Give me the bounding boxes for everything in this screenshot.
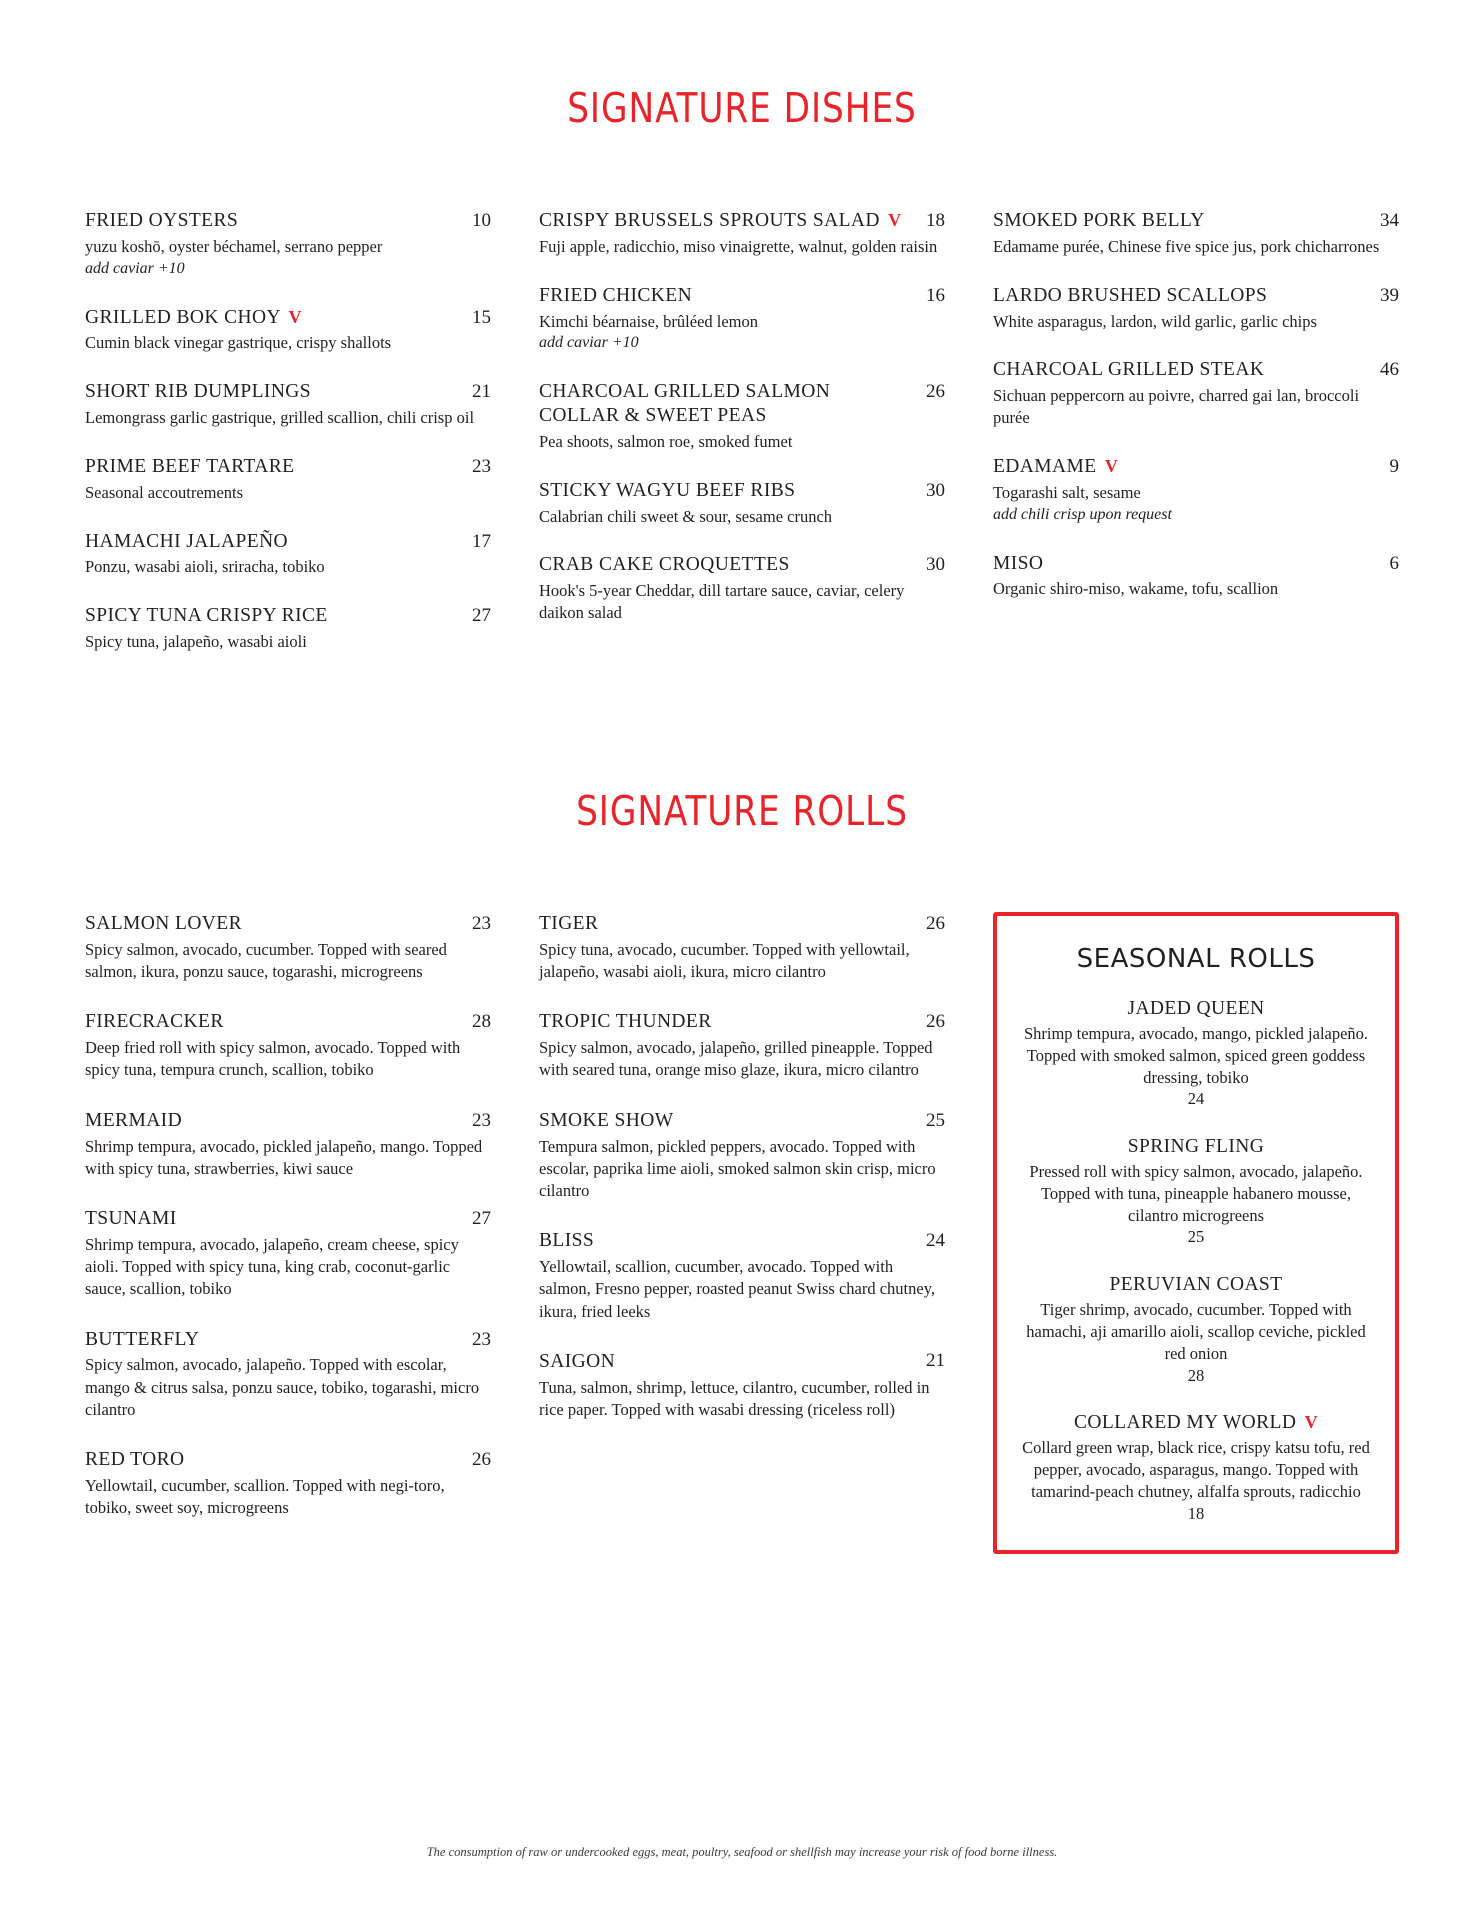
menu-item-name: SAIGON <box>539 1350 616 1372</box>
menu-item <box>993 455 1399 526</box>
menu-item <box>539 1229 945 1323</box>
seasonal-roll-price: 18 <box>1187 1503 1205 1523</box>
menu-item-price: 28 <box>472 1011 491 1033</box>
menu-column <box>539 912 945 1554</box>
seasonal-roll-description: Tiger shrimp, avocado, cucumber. Topped with hamachi, aji amarillo aioli, scallop ceviche, pickled red onion <box>1026 1300 1366 1363</box>
menu-item-description: Togarashi salt, sesame <box>993 482 1141 502</box>
menu-item <box>539 553 945 624</box>
menu-column <box>85 912 491 1554</box>
menu-item <box>539 1109 945 1203</box>
menu-item-note: add caviar +10 <box>85 259 185 277</box>
menu-item-price: 27 <box>472 1208 491 1230</box>
menu-item-name: PRIME BEEF TARTARE <box>85 455 295 477</box>
menu-item-price: 46 <box>1380 359 1399 381</box>
menu-item-name: FRIED CHICKEN <box>539 284 693 306</box>
menu-item-description: Shrimp tempura, avocado, pickled jalapeño, mango. Topped with spicy tuna, strawberries, kiwi sauce <box>85 1136 483 1178</box>
menu-item-description: Calabrian chili sweet & sour, sesame crunch <box>539 506 833 526</box>
seasonal-roll-price: 28 <box>1187 1365 1205 1385</box>
menu-item-name: GRILLED BOK CHOY V <box>85 306 302 328</box>
seasonal-rolls-title: SEASONAL ROLLS <box>1076 944 1316 975</box>
menu-item-name: MISO <box>993 552 1044 574</box>
menu-item-head <box>539 1109 945 1133</box>
seasonal-roll-price: 25 <box>1187 1227 1205 1247</box>
menu-item <box>993 209 1399 258</box>
menu-item-price: 26 <box>472 1449 491 1471</box>
menu-item-name: SMOKED PORK BELLY <box>993 210 1205 231</box>
menu-item-price: 23 <box>472 913 491 935</box>
menu-item-head <box>539 284 945 308</box>
section-title-signature-rolls: SIGNATURE ROLLS <box>576 787 908 836</box>
menu-item-description: Tempura salmon, pickled peppers, avocado. Topped with escolar, paprika lime aioli, smoked salmon skin crisp, micro cilantro <box>539 1136 936 1201</box>
menu-item <box>85 455 491 504</box>
menu-item-description: White asparagus, lardon, wild garlic, garlic chips <box>993 311 1317 331</box>
menu-item-price: 34 <box>1380 210 1399 231</box>
menu-item <box>85 530 491 579</box>
menu-item <box>539 912 945 983</box>
menu-item-head <box>85 1109 491 1133</box>
menu-item-price: 24 <box>926 1230 945 1252</box>
menu-item-description: Spicy tuna, avocado, cucumber. Topped with yellowtail, jalapeño, wasabi aioli, ikura, micro cilantro <box>539 939 910 982</box>
menu-item-description: Lemongrass garlic gastrique, grilled scallion, chili crisp oil <box>85 408 475 428</box>
menu-item-price: 6 <box>1389 552 1399 574</box>
menu-item-description: Hook's 5-year Cheddar, dill tartare sauce, caviar, celery daikon salad <box>539 581 905 623</box>
menu-item-price: 21 <box>926 1349 945 1371</box>
menu-item-description: yuzu koshō, oyster béchamel, serrano pepper <box>85 236 383 256</box>
menu-item-description: Shrimp tempura, avocado, jalapeño, cream cheese, spicy aioli. Topped with spicy tuna, king crab, coconut-garlic sauce, scallion, tobiko <box>85 1234 459 1299</box>
menu-item-description: Deep fried roll with spicy salmon, avocado. Topped with spicy tuna, tempura crunch, scallion, tobiko <box>85 1038 461 1080</box>
menu-item-head <box>539 380 945 428</box>
menu-item-price: 26 <box>926 381 945 403</box>
menu-item-name: SPICY TUNA CRISPY RICE <box>85 605 328 627</box>
menu-item-price: 21 <box>472 381 491 403</box>
menu-item-head <box>539 912 945 936</box>
menu-item <box>539 380 945 453</box>
menu-item-name: TSUNAMI <box>85 1208 177 1230</box>
seasonal-roll-item <box>1017 998 1375 1110</box>
menu-item-description: Kimchi béarnaise, brûléed lemon <box>539 311 759 331</box>
menu-item-head <box>85 209 491 233</box>
menu-item-name: LARDO BRUSHED SCALLOPS <box>993 284 1268 306</box>
menu-item-description: Cumin black vinegar gastrique, crispy shallots <box>85 333 392 353</box>
menu-item <box>539 479 945 528</box>
menu-item-head <box>993 455 1399 479</box>
menu-item-description: Spicy tuna, jalapeño, wasabi aioli <box>85 632 307 652</box>
menu-item-head <box>85 1010 491 1034</box>
menu-item-description: Spicy salmon, avocado, jalapeño, grilled pineapple. Topped with seared tuna, orange miso glaze, ikura, micro cilantro <box>539 1038 933 1080</box>
seasonal-roll-description: Pressed roll with spicy salmon, avocado, jalapeño. Topped with tuna, pineapple habanero mousse, cilantro microgreens <box>1029 1162 1363 1225</box>
menu-item-price: 17 <box>472 530 491 552</box>
menu-item-head <box>85 306 491 330</box>
menu-item-price: 39 <box>1380 284 1399 306</box>
menu-item-head <box>539 1350 945 1374</box>
menu-item-head <box>85 1207 491 1231</box>
menu-item <box>85 912 491 983</box>
menu-item-name: SALMON LOVER <box>85 913 243 935</box>
menu-item-price: 30 <box>926 554 945 576</box>
menu-item-description: Fuji apple, radicchio, miso vinaigrette, walnut, golden raisin <box>539 236 938 256</box>
menu-item-head <box>539 479 945 503</box>
menu-item <box>539 1350 945 1421</box>
seasonal-roll-name: PERUVIAN COAST <box>1109 1274 1283 1296</box>
seasonal-roll-name: JADED QUEEN <box>1127 998 1265 1020</box>
menu-item-description: Yellowtail, scallion, cucumber, avocado. Topped with salmon, Fresno pepper, roasted peanut Swiss chard chutney, ikura, fried leeks <box>539 1257 936 1321</box>
section-title-signature-dishes: SIGNATURE DISHES <box>567 84 917 132</box>
menu-item-head <box>85 530 491 554</box>
menu-item-head <box>85 912 491 936</box>
menu-item <box>85 306 491 355</box>
menu-item-head <box>993 358 1399 382</box>
menu-item-price: 15 <box>472 306 491 328</box>
menu-item-price: 10 <box>472 210 491 231</box>
menu-item <box>85 209 491 280</box>
menu-item-head <box>539 1229 945 1253</box>
menu-item-name: CRAB CAKE CROQUETTES <box>539 554 790 576</box>
menu-item-head <box>993 209 1399 233</box>
menu-item-price: 23 <box>472 455 491 477</box>
menu-item-price: 18 <box>926 210 945 231</box>
menu-item <box>539 284 945 355</box>
menu-item-head <box>539 553 945 577</box>
menu-item-head <box>993 284 1399 308</box>
menu-item-name: BUTTERFLY <box>85 1328 200 1350</box>
seasonal-rolls-box <box>993 912 1399 1554</box>
menu-item-price: 26 <box>926 1011 945 1033</box>
menu-item <box>85 1010 491 1081</box>
menu-item-head <box>85 455 491 479</box>
menu-item-description: Sichuan peppercorn au poivre, charred gai lan, broccoli purée <box>993 386 1360 428</box>
menu-item-description: Edamame purée, Chinese five spice jus, pork chicharrones <box>993 236 1380 256</box>
menu-item-name: CHARCOAL GRILLED STEAK <box>993 359 1265 381</box>
seasonal-roll-description: Collard green wrap, black rice, crispy katsu tofu, red pepper, avocado, asparagus, mango. Topped with tamarind-peach chutney, alfalfa sprouts, radicchio <box>1022 1438 1370 1501</box>
seasonal-column <box>993 912 1399 1554</box>
vegetarian-icon: V <box>1304 1412 1319 1433</box>
seasonal-roll-item <box>1017 1136 1375 1248</box>
menu-item-price: 23 <box>472 1109 491 1131</box>
seasonal-roll-name: SPRING FLING <box>1127 1136 1265 1158</box>
menu-item-head <box>85 1448 491 1472</box>
menu-item-description: Seasonal accoutrements <box>85 482 244 502</box>
menu-item-name: EDAMAME V <box>993 456 1119 478</box>
menu-item-head <box>85 1328 491 1352</box>
seasonal-roll-name: COLLARED MY WORLD V <box>1073 1412 1319 1434</box>
menu-item <box>85 380 491 429</box>
vegetarian-icon: V <box>888 210 902 230</box>
vegetarian-icon: V <box>288 306 302 327</box>
menu-item <box>993 284 1399 333</box>
seasonal-roll-item <box>1017 1412 1375 1524</box>
menu-item-note: add chili crisp upon request <box>993 505 1172 523</box>
menu-item-name: SMOKE SHOW <box>539 1109 674 1131</box>
menu-item-description: Spicy salmon, avocado, jalapeño. Topped with escolar, mango & citrus salsa, ponzu sauce, tobiko, togarashi, micro cilantro <box>85 1355 480 1419</box>
menu-column <box>539 209 945 679</box>
menu-column <box>993 209 1399 679</box>
menu-item-name: CRISPY BRUSSELS SPROUTS SALAD V <box>539 210 902 231</box>
menu-item-name: MERMAID <box>85 1109 183 1131</box>
menu-item-description: Organic shiro-miso, wakame, tofu, scallion <box>993 579 1279 599</box>
menu-item-name: TROPIC THUNDER <box>539 1011 712 1033</box>
menu-item <box>539 1010 945 1081</box>
menu-item-description: Tuna, salmon, shrimp, lettuce, cilantro, cucumber, rolled in rice paper. Topped with wasabi dressing (riceless roll) <box>539 1377 930 1419</box>
vegetarian-icon: V <box>1104 456 1119 477</box>
menu-item <box>85 1448 491 1519</box>
menu-item <box>539 209 945 258</box>
menu-item <box>85 604 491 653</box>
menu-item-price: 25 <box>926 1109 945 1131</box>
menu-item <box>85 1207 491 1301</box>
menu-item-head <box>539 1010 945 1034</box>
menu-item-head <box>993 552 1399 576</box>
menu-item-description: Pea shoots, salmon roe, smoked fumet <box>539 431 793 451</box>
menu-item-price: 30 <box>926 479 945 501</box>
menu-item-head <box>85 380 491 404</box>
seasonal-roll-price: 24 <box>1187 1089 1205 1109</box>
menu-item-name: FRIED OYSTERS <box>85 210 239 231</box>
seasonal-roll-description: Shrimp tempura, avocado, mango, pickled jalapeño. Topped with smoked salmon, spiced green goddess dressing, tobiko <box>1023 1024 1369 1087</box>
menu-column <box>85 209 491 679</box>
menu-item-name: CHARCOAL GRILLED SALMON COLLAR & SWEET PEAS <box>539 381 831 427</box>
seasonal-roll-item <box>1017 1274 1375 1386</box>
menu-item-name: RED TORO <box>85 1449 185 1471</box>
menu-item <box>85 1109 491 1180</box>
menu-item <box>993 552 1399 601</box>
menu-item <box>993 358 1399 429</box>
menu-item-head <box>85 604 491 628</box>
menu-item-note: add caviar +10 <box>539 334 639 352</box>
menu-item-description: Ponzu, wasabi aioli, sriracha, tobiko <box>85 557 325 577</box>
menu-item-price: 23 <box>472 1328 491 1350</box>
menu-item <box>85 1328 491 1422</box>
menu-item-price: 9 <box>1389 456 1399 478</box>
menu-item-description: Yellowtail, cucumber, scallion. Topped with negi-toro, tobiko, sweet soy, microgreens <box>85 1475 445 1518</box>
menu-item-name: BLISS <box>539 1230 595 1252</box>
menu-item-name: SHORT RIB DUMPLINGS <box>85 381 312 403</box>
menu-item-price: 16 <box>926 284 945 306</box>
signature-dishes-columns <box>85 209 1399 679</box>
menu-item-name: FIRECRACKER <box>85 1011 224 1033</box>
menu-item-head <box>539 209 945 233</box>
menu-item-name: STICKY WAGYU BEEF RIBS <box>539 479 796 501</box>
footer-disclaimer: The consumption of raw or undercooked eggs, meat, poultry, seafood or shellfish may increase your risk of food borne illness. <box>426 1845 1058 1859</box>
menu-item-price: 27 <box>472 605 491 627</box>
menu-item-name: HAMACHI JALAPEÑO <box>85 530 289 552</box>
menu-item-description: Spicy salmon, avocado, cucumber. Topped with seared salmon, ikura, ponzu sauce, togarashi, microgreens <box>85 939 447 982</box>
menu-item-price: 26 <box>926 913 945 935</box>
menu-item-name: TIGER <box>539 913 599 935</box>
signature-rolls-columns <box>85 912 1399 1554</box>
